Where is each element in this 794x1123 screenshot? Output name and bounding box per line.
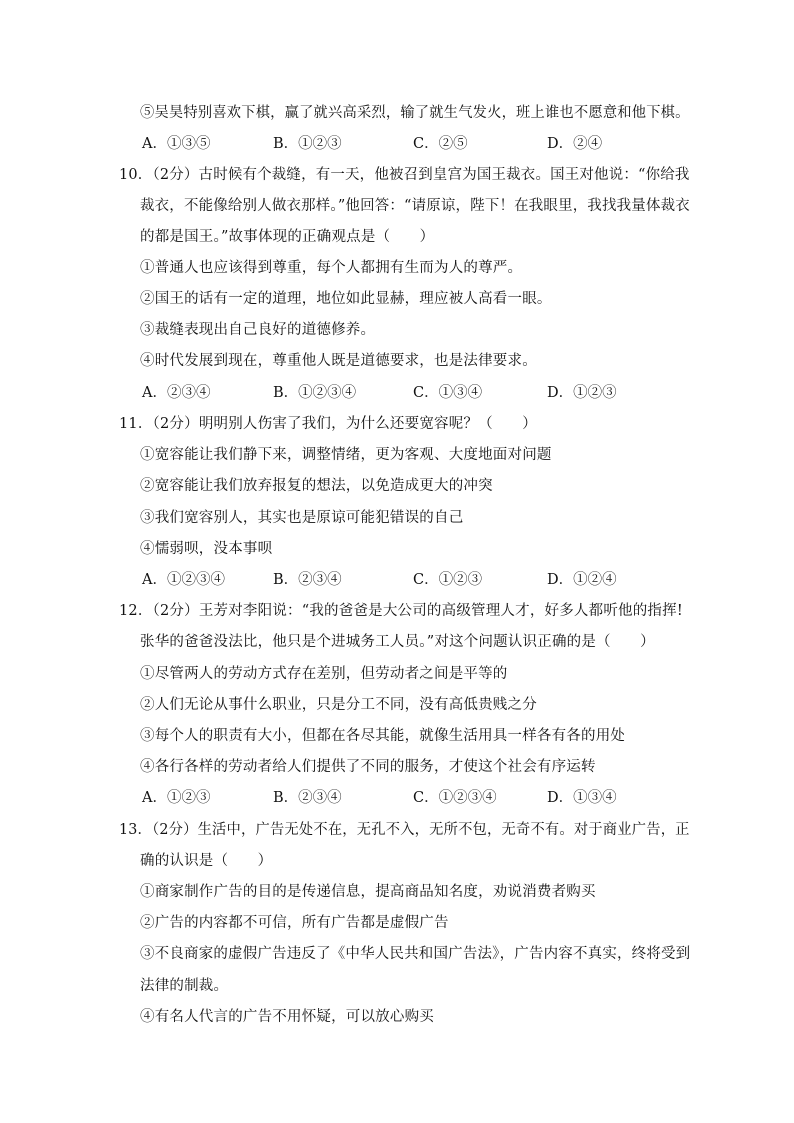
q12-statement-1: ①尽管两人的劳动方式存在差别，但劳动者之间是平等的 (140, 666, 508, 682)
q12-stem-line-2: 张华的爸爸没法比，他只是个进城务工人员。”对这个问题认识正确的是（ ） (140, 634, 655, 650)
q11-option-a: A．①②③④ (142, 572, 225, 588)
q10-statement-1: ①普通人也应该得到尊重，每个人都拥有生而为人的尊严。 (140, 260, 523, 276)
q9-option-b: B．①②③ (273, 136, 342, 152)
q10-statement-2: ②国王的话有一定的道理，地位如此显赫，理应被人高看一眼。 (140, 291, 552, 307)
q9-option-c: C．②⑤ (413, 136, 468, 152)
q10-statement-3: ③裁缝表现出自己良好的道德修养。 (140, 322, 376, 338)
q13-statement-3-continued: 法律的制裁。 (140, 978, 229, 994)
q12-option-d: D．①③④ (547, 790, 617, 806)
q12-statement-2: ②人们无论从事什么职业，只是分工不同，没有高低贵贱之分 (140, 697, 537, 713)
q10-option-a: A．②③④ (142, 385, 211, 401)
q9-statement-5: ⑤吴昊特别喜欢下棋，赢了就兴高采烈，输了就生气发火，班上谁也不愿意和他下棋。 (140, 105, 690, 121)
q11-statement-3: ③我们宽容别人，其实也是原谅可能犯错误的自己 (140, 510, 464, 526)
q12-option-c: C．①②③④ (413, 790, 497, 806)
q12-stem-line-1: 12．（2分）王芳对李阳说：“我的爸爸是大公司的高级管理人才，好多人都听他的指挥! (119, 603, 683, 619)
q9-option-a: A．①③⑤ (142, 136, 211, 152)
q10-statement-4: ④时代发展到现在，尊重他人既是道德要求，也是法律要求。 (140, 353, 537, 369)
q13-statement-4: ④有名人代言的广告不用怀疑，可以放心购买 (140, 1009, 434, 1025)
q13-stem-line-2: 确的认识是（ ） (140, 853, 273, 869)
q13-stem-line-1: 13．（2分）生活中，广告无处不在，无孔不入，无所不包，无奇不有。对于商业广告，正 (119, 822, 690, 838)
q13-statement-3: ③不良商家的虚假广告违反了《中华人民共和国广告法》，广告内容不真实，终将受到 (140, 946, 691, 962)
q11-statement-2: ②宽容能让我们放弃报复的想法，以免造成更大的冲突 (140, 478, 493, 494)
q9-option-d: D．②④ (547, 136, 603, 152)
q11-statement-4: ④懦弱呗，没本事呗 (140, 541, 273, 557)
q10-stem-line-2: 裁衣，不能像给别人做衣那样。”他回答：“请原谅，陛下！在我眼里，我找我量体裁衣 (140, 198, 690, 214)
q11-stem-line-1: 11．（2分）明明别人伤害了我们，为什么还要宽容呢？（ ） (119, 416, 537, 432)
q11-option-d: D．①②④ (547, 572, 617, 588)
q12-option-a: A．①②③ (142, 790, 211, 806)
q12-option-b: B．②③④ (273, 790, 342, 806)
q10-stem-line-1: 10．（2分）古时候有个裁缝，有一天，他被召到皇宫为国王裁衣。国王对他说：“你给我 (119, 167, 690, 183)
q12-statement-4: ④各行各样的劳动者给人们提供了不同的服务，才使这个社会有序运转 (140, 759, 596, 775)
q10-option-d: D．①②③ (547, 385, 617, 401)
q12-statement-3: ③每个人的职责有大小，但都在各尽其能，就像生活用具一样各有各的用处 (140, 728, 626, 744)
q13-statement-1: ①商家制作广告的目的是传递信息，提高商品知名度，劝说消费者购买 (140, 884, 596, 900)
q10-option-c: C．①③④ (413, 385, 483, 401)
q10-option-b: B．①②③④ (273, 385, 357, 401)
q13-statement-2: ②广告的内容都不可信，所有广告都是虚假广告 (140, 915, 449, 931)
q11-statement-1: ①宽容能让我们静下来，调整情绪，更为客观、大度地面对问题 (140, 447, 552, 463)
q10-stem-line-3: 的都是国王。”故事体现的正确观点是（ ） (140, 229, 435, 245)
q11-option-c: C．①②③ (413, 572, 483, 588)
q11-option-b: B．②③④ (273, 572, 342, 588)
